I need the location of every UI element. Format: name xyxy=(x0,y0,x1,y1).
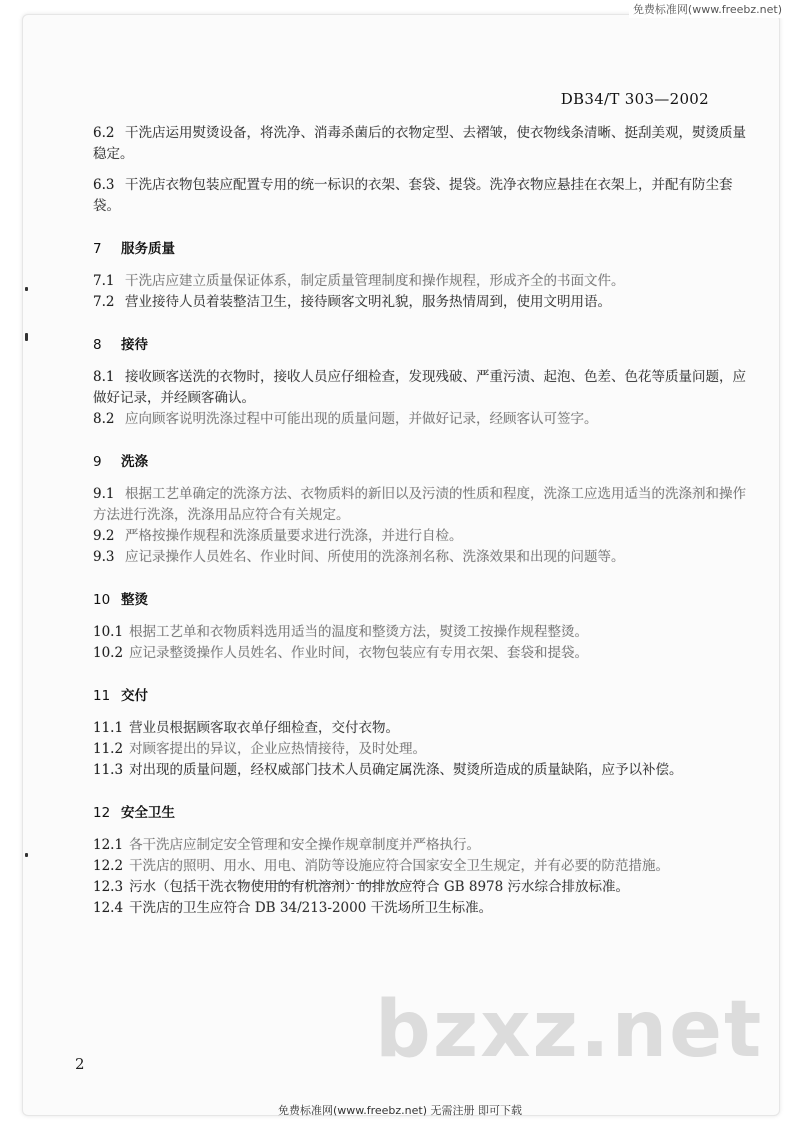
clause-7-1 xyxy=(93,271,753,292)
document-page xyxy=(22,14,780,1116)
clause-text: 各干洗店应制定安全管理和安全操作规章制度并严格执行。 xyxy=(129,837,481,853)
section-heading-10 xyxy=(93,588,753,608)
clause-text: 干洗店运用熨烫设备，将洗净、消毒杀菌后的衣物定型、去褶皱，使衣物线条清晰、挺刮美观，熨烫质量稳定。 xyxy=(93,125,746,162)
clause-number: 8.1 xyxy=(93,369,115,385)
clause-11-2 xyxy=(93,739,753,760)
section-number: 11 xyxy=(93,688,111,704)
page-number: 2 xyxy=(75,1055,85,1073)
section-heading-7 xyxy=(93,237,753,257)
clause-number: 12.2 xyxy=(93,858,124,874)
scan-speck xyxy=(25,853,28,857)
clause-text: 对顾客提出的异议，企业应热情接待，及时处理。 xyxy=(129,741,427,757)
section-title: 洗涤 xyxy=(121,454,148,470)
top-watermark: 免费标准网(www.freebz.net) xyxy=(629,0,786,18)
section-number: 8 xyxy=(93,337,102,353)
section-heading-12 xyxy=(93,801,753,821)
clause-9-2 xyxy=(93,526,753,547)
clause-8-1 xyxy=(93,367,753,409)
clause-text: 严格按操作规程和洗涤质量要求进行洗涤，并进行自检。 xyxy=(125,528,463,544)
section-title: 安全卫生 xyxy=(121,805,175,821)
bottom-watermark: 免费标准网(www.freebz.net) 无需注册 即可下载 xyxy=(277,1104,523,1117)
clause-10-2 xyxy=(93,643,753,664)
clause-text: 干洗店的照明、用水、用电、消防等设施应符合国家安全卫生规定，并有必要的防范措施。 xyxy=(129,858,670,874)
clause-12-2 xyxy=(93,856,753,877)
clause-number: 12.3 xyxy=(93,879,124,895)
clause-11-3 xyxy=(93,760,753,781)
clause-9-3 xyxy=(93,547,753,568)
clause-7-2 xyxy=(93,292,753,313)
section-title: 交付 xyxy=(121,688,148,704)
clause-text: 干洗店衣物包装应配置专用的统一标识的衣架、套袋、提袋。洗净衣物应悬挂在衣架上，并配有防尘套袋。 xyxy=(93,177,733,214)
document-code: DB34/T 303—2002 xyxy=(560,90,709,108)
clause-text: 营业接待人员着装整洁卫生，接待顾客文明礼貌，服务热情周到，使用文明用语。 xyxy=(125,294,611,310)
clause-text: 应记录操作人员姓名、作业时间、所使用的洗涤剂名称、洗涤效果和出现的问题等。 xyxy=(125,549,625,565)
clause-number: 10.1 xyxy=(93,624,124,640)
clause-11-1 xyxy=(93,718,753,739)
clause-number: 11.3 xyxy=(93,762,124,778)
clause-text: 营业员根据顾客取衣单仔细检查，交付衣物。 xyxy=(129,720,400,736)
clause-number: 7.1 xyxy=(93,273,115,289)
clause-text: 干洗店应建立质量保证体系，制定质量管理制度和操作规程，形成齐全的书面文件。 xyxy=(125,273,625,289)
section-number: 12 xyxy=(93,805,111,821)
clause-number: 7.2 xyxy=(93,294,115,310)
section-title: 接待 xyxy=(121,337,148,353)
clause-text: 对出现的质量问题，经权威部门技术人员确定属洗涤、熨烫所造成的质量缺陷，应予以补偿。 xyxy=(129,762,683,778)
section-number: 7 xyxy=(93,241,102,257)
scan-speck xyxy=(25,287,28,291)
clause-6-3 xyxy=(93,175,753,217)
clause-12-3 xyxy=(93,877,753,898)
clause-number: 8.2 xyxy=(93,411,115,427)
clause-12-1 xyxy=(93,835,753,856)
clause-text: 应向顾客说明洗涤过程中可能出现的质量问题，并做好记录，经顾客认可签字。 xyxy=(125,411,598,427)
clause-number: 9.2 xyxy=(93,528,115,544)
section-number: 9 xyxy=(93,454,102,470)
document-body xyxy=(93,123,753,919)
clause-text: 污水（包括干洗衣物使用的有机溶剂）的排放应符合 GB 8978 污水综合排放标准。 xyxy=(129,879,629,895)
clause-text: 根据工艺单和衣物质料选用适当的温度和整烫方法，熨烫工按操作规程整烫。 xyxy=(129,624,589,640)
section-heading-9 xyxy=(93,450,753,470)
section-title: 整烫 xyxy=(121,592,148,608)
clause-9-1 xyxy=(93,484,753,526)
section-heading-11 xyxy=(93,684,753,704)
section-heading-8 xyxy=(93,333,753,353)
clause-10-1 xyxy=(93,622,753,643)
clause-12-4 xyxy=(93,898,753,919)
clause-6-2 xyxy=(93,123,753,165)
clause-number: 6.3 xyxy=(93,177,115,193)
scan-speck xyxy=(25,333,28,341)
end-of-text-line xyxy=(255,883,425,884)
clause-number: 10.2 xyxy=(93,645,124,661)
clause-number: 11.2 xyxy=(93,741,124,757)
clause-number: 12.4 xyxy=(93,900,124,916)
clause-number: 11.1 xyxy=(93,720,124,736)
clause-text: 根据工艺单确定的洗涤方法、衣物质料的新旧以及污渍的性质和程度，洗涤工应选用适当的洗涤剂和操作方法进行洗涤，洗涤用品应符合有关规定。 xyxy=(93,486,746,523)
clause-text: 应记录整烫操作人员姓名、作业时间，衣物包装应有专用衣架、套袋和提袋。 xyxy=(129,645,589,661)
clause-number: 9.1 xyxy=(93,486,115,502)
clause-text: 接收顾客送洗的衣物时，接收人员应仔细检查，发现残破、严重污渍、起泡、色差、色花等质量问题，应做好记录，并经顾客确认。 xyxy=(93,369,746,406)
background-watermark: bzxz.net xyxy=(375,985,764,1075)
section-number: 10 xyxy=(93,592,111,608)
clause-number: 12.1 xyxy=(93,837,124,853)
clause-text: 干洗店的卫生应符合 DB 34/213-2000 干洗场所卫生标准。 xyxy=(129,900,493,916)
clause-number: 9.3 xyxy=(93,549,115,565)
clause-number: 6.2 xyxy=(93,125,115,141)
section-title: 服务质量 xyxy=(121,241,175,257)
clause-8-2 xyxy=(93,409,753,430)
